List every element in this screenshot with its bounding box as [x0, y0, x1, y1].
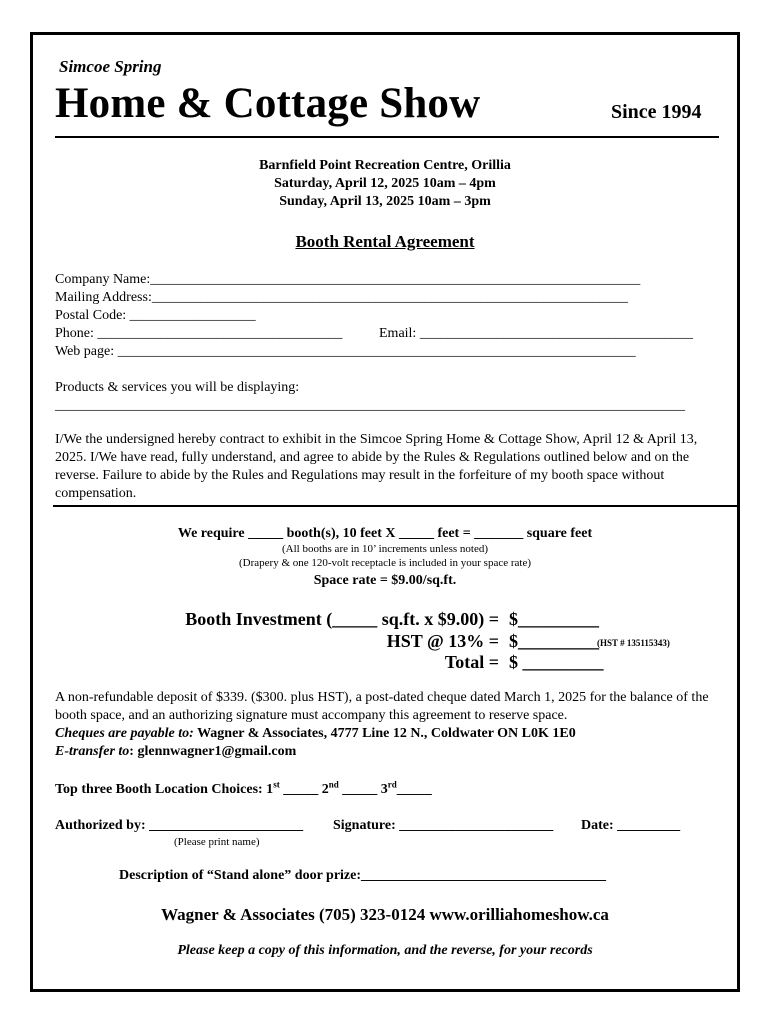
- booth-investment-label: Booth Investment (_____ sq.ft. x $9.00) =: [185, 609, 499, 629]
- hst-number: (HST # 135115343): [597, 638, 670, 648]
- space-rate: Space rate = $9.00/sq.ft.: [313, 573, 457, 588]
- venue-line-3: Sunday, April 13, 2025 10am – 3pm: [279, 194, 491, 209]
- form-heading: Booth Rental Agreement: [295, 232, 475, 251]
- print-name-note: (Please print name): [174, 836, 260, 848]
- header-rule: [55, 136, 719, 138]
- total-label: Total =: [444, 652, 499, 672]
- cheques-line: [55, 725, 576, 743]
- etransfer-label: E-transfer to: [55, 744, 130, 759]
- booth-note-increments: (All booths are in 10’ increments unless noted): [282, 543, 488, 555]
- etransfer-line: [55, 743, 296, 761]
- booth-investment-value[interactable]: $_________: [509, 609, 599, 629]
- door-prize-field[interactable]: Description of “Stand alone” door prize:___________________________________: [119, 868, 607, 883]
- venue-line-2: Saturday, April 12, 2025 10am – 4pm: [274, 176, 496, 191]
- show-title: Home & Cottage Show: [55, 80, 481, 127]
- date-field[interactable]: Date: _________: [581, 818, 681, 833]
- total-value[interactable]: $ _________: [509, 652, 604, 672]
- phone-field[interactable]: Phone: ___________________________________: [55, 326, 343, 341]
- booth-location-choices[interactable]: [55, 781, 432, 799]
- email-field[interactable]: Email: _______________________________________: [379, 326, 693, 341]
- choice-1-blank[interactable]: _____ 2: [279, 782, 329, 797]
- booth-requirement[interactable]: We require _____ booth(s), 10 feet X _____ feet = _______ square feet: [177, 526, 593, 541]
- choice-2-suffix: nd: [328, 779, 339, 790]
- company-name-field[interactable]: Company Name:______________________________________________________________________: [55, 272, 641, 287]
- contract-paragraph: I/We the undersigned hereby contract to exhibit in the Simcoe Spring Home & Cottage Show, April 12 & April 13, 2025. I/We have read, fully understand, and agree to abide by the Rules & Regulations outlined below and on the reverse. Failure to abide by the Rules and Regulations may result in the forfeiture of my booth space without compensation.: [55, 432, 698, 501]
- contact-footer: Wagner & Associates (705) 323-0124 www.orilliahomeshow.ca: [161, 905, 609, 924]
- mailing-address-field[interactable]: Mailing Address:____________________________________________________________________: [55, 290, 628, 305]
- cheques-value: Wagner & Associates, 4777 Line 12 N., Coldwater ON L0K 1E0: [193, 726, 576, 741]
- show-subtitle: Simcoe Spring: [59, 57, 162, 76]
- cheques-label: Cheques are payable to:: [55, 726, 194, 741]
- since-year: Since 1994: [611, 101, 702, 123]
- choice-3-blank[interactable]: _____: [396, 782, 432, 797]
- choice-3-suffix: rd: [387, 779, 397, 790]
- etransfer-value: : glennwagner1@gmail.com: [129, 744, 297, 759]
- contract-rule: [53, 505, 739, 507]
- booth-note-drapery: (Drapery & one 120-volt receptacle is included in your space rate): [239, 557, 531, 569]
- signature-field[interactable]: Signature: ______________________: [333, 818, 554, 833]
- hst-label: HST @ 13% =: [386, 631, 499, 651]
- postal-code-field[interactable]: Postal Code: __________________: [55, 308, 256, 323]
- document-frame: [30, 32, 740, 992]
- choice-2-blank[interactable]: _____ 3: [338, 782, 388, 797]
- venue-line-1: Barnfield Point Recreation Centre, Orillia: [259, 158, 511, 173]
- choice-1-suffix: st: [273, 779, 280, 790]
- records-note: Please keep a copy of this information, and the reverse, for your records: [177, 943, 593, 958]
- products-field[interactable]: __________________________________________________________________________________________: [55, 398, 685, 413]
- products-label: Products & services you will be displaying:: [55, 380, 300, 395]
- web-page-field[interactable]: Web page: __________________________________________________________________________: [55, 344, 636, 359]
- authorized-by-field[interactable]: Authorized by: ______________________: [55, 818, 304, 833]
- deposit-paragraph: A non-refundable deposit of $339. ($300. plus HST), a post-dated cheque dated March 1, 2025 for the balance of the booth space, and an authorizing signature must accompany this agreement to reserve space.: [55, 690, 709, 723]
- choices-label: Top three Booth Location Choices: 1: [55, 782, 274, 797]
- hst-value[interactable]: $_________: [509, 631, 599, 651]
